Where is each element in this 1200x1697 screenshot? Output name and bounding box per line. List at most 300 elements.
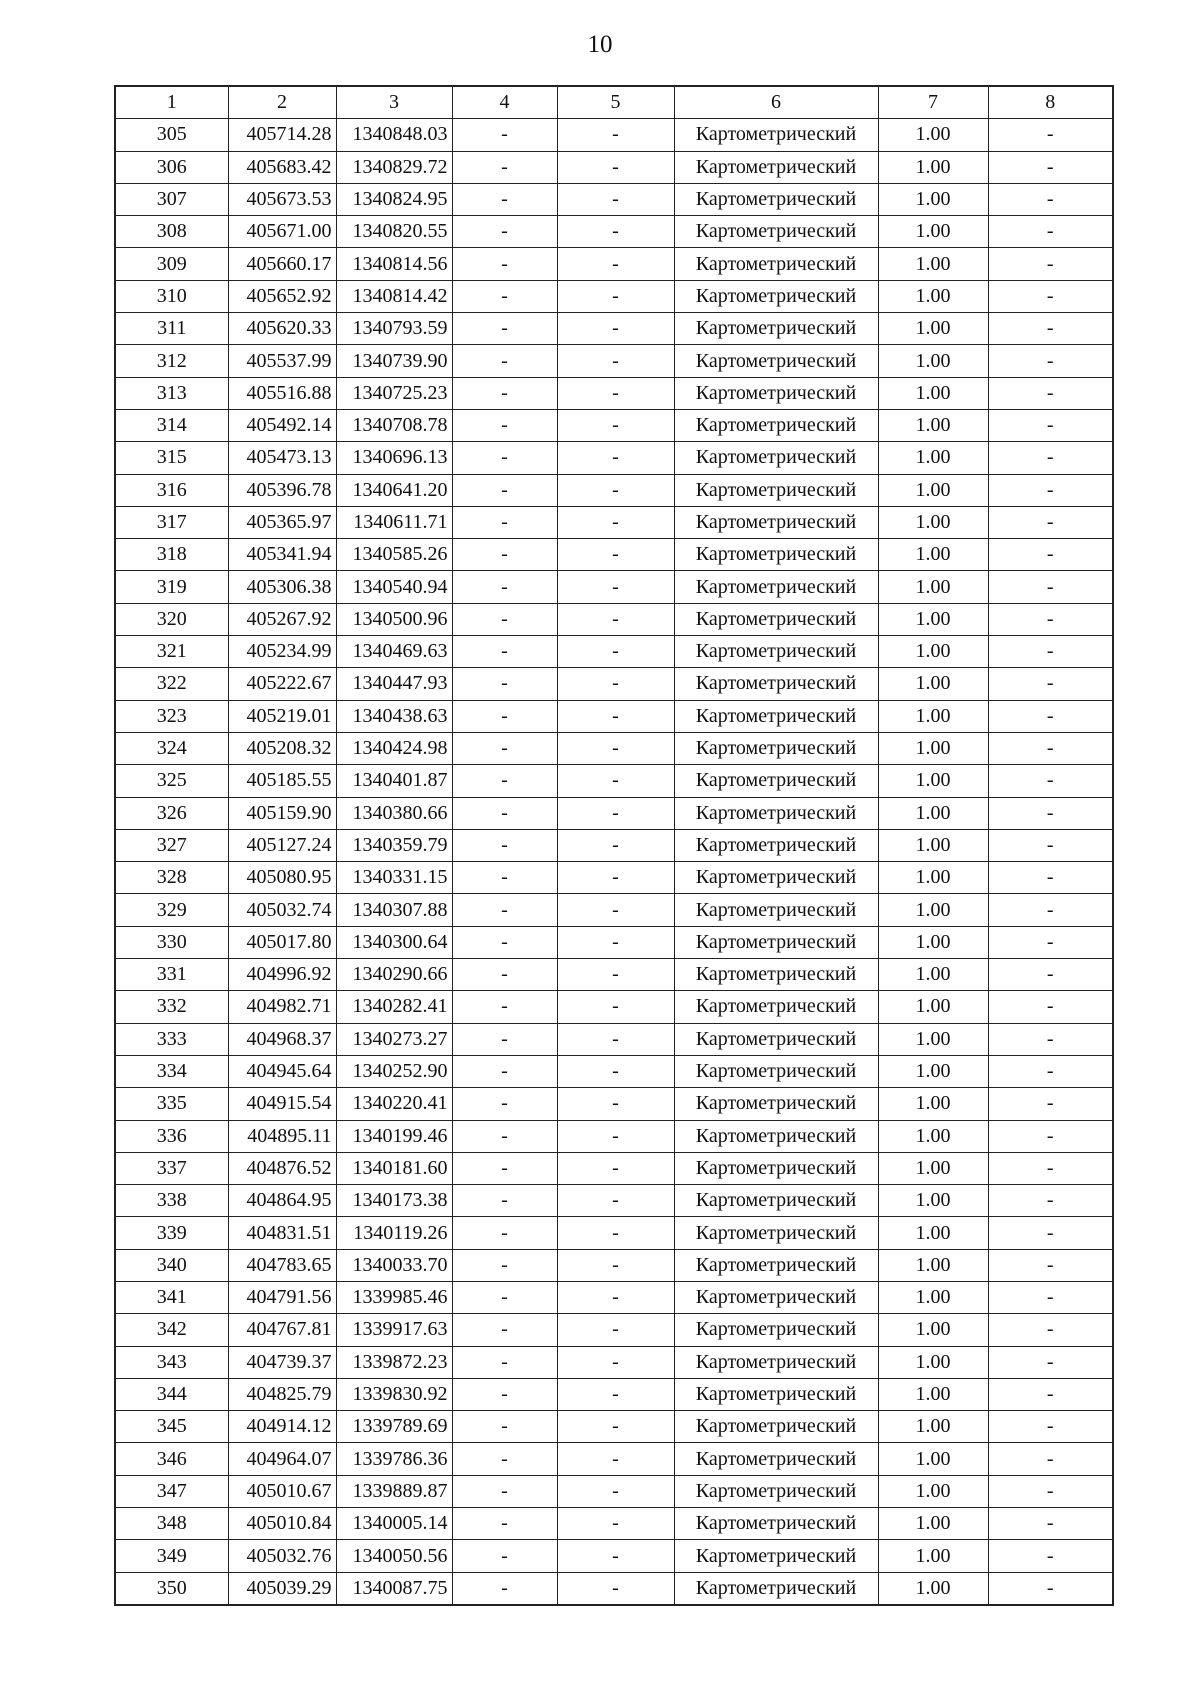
accuracy-cell: 1.00 [878, 862, 988, 894]
y-coordinate-cell: 1340708.78 [336, 409, 452, 441]
table-row [115, 216, 1113, 248]
table-row [115, 409, 1113, 441]
column-5-cell: - [557, 1120, 674, 1152]
column-8-cell: - [988, 571, 1113, 603]
column-5-cell: - [557, 765, 674, 797]
x-coordinate-cell: 405473.13 [228, 442, 336, 474]
table-row [115, 506, 1113, 538]
accuracy-cell: 1.00 [878, 345, 988, 377]
table-body [115, 119, 1113, 1605]
table-row [115, 1475, 1113, 1507]
column-5-cell: - [557, 1249, 674, 1281]
point-number-cell: 334 [115, 1055, 228, 1087]
table-row [115, 1023, 1113, 1055]
column-4-cell: - [452, 1443, 557, 1475]
accuracy-cell: 1.00 [878, 1281, 988, 1313]
column-8-cell: - [988, 926, 1113, 958]
point-number-cell: 337 [115, 1152, 228, 1184]
x-coordinate-cell: 405032.74 [228, 894, 336, 926]
point-number-cell: 322 [115, 668, 228, 700]
y-coordinate-cell: 1339789.69 [336, 1411, 452, 1443]
table-row [115, 862, 1113, 894]
table-row [115, 539, 1113, 571]
method-cell: Картометрический [674, 636, 878, 668]
accuracy-cell: 1.00 [878, 1185, 988, 1217]
column-5-cell: - [557, 1378, 674, 1410]
column-8-cell: - [988, 345, 1113, 377]
column-8-cell: - [988, 1540, 1113, 1572]
y-coordinate-cell: 1340119.26 [336, 1217, 452, 1249]
x-coordinate-cell: 405683.42 [228, 151, 336, 183]
column-4-cell: - [452, 1152, 557, 1184]
column-5-cell: - [557, 1443, 674, 1475]
column-8-cell: - [988, 732, 1113, 764]
column-4-cell: - [452, 1572, 557, 1605]
x-coordinate-cell: 405159.90 [228, 797, 336, 829]
column-5-cell: - [557, 248, 674, 280]
column-8-cell: - [988, 894, 1113, 926]
accuracy-cell: 1.00 [878, 1152, 988, 1184]
method-cell: Картометрический [674, 539, 878, 571]
method-cell: Картометрический [674, 1540, 878, 1572]
accuracy-cell: 1.00 [878, 1055, 988, 1087]
accuracy-cell: 1.00 [878, 474, 988, 506]
point-number-cell: 305 [115, 119, 228, 151]
y-coordinate-cell: 1340641.20 [336, 474, 452, 506]
method-cell: Картометрический [674, 313, 878, 345]
x-coordinate-cell: 405306.38 [228, 571, 336, 603]
accuracy-cell: 1.00 [878, 442, 988, 474]
accuracy-cell: 1.00 [878, 313, 988, 345]
point-number-cell: 339 [115, 1217, 228, 1249]
table-row [115, 345, 1113, 377]
column-5-cell: - [557, 1055, 674, 1087]
x-coordinate-cell: 405660.17 [228, 248, 336, 280]
column-5-cell: - [557, 409, 674, 441]
x-coordinate-cell: 404825.79 [228, 1378, 336, 1410]
column-4-cell: - [452, 1540, 557, 1572]
point-number-cell: 341 [115, 1281, 228, 1313]
point-number-cell: 320 [115, 603, 228, 635]
accuracy-cell: 1.00 [878, 1572, 988, 1605]
accuracy-cell: 1.00 [878, 1508, 988, 1540]
column-8-cell: - [988, 280, 1113, 312]
table-row [115, 668, 1113, 700]
table-row [115, 603, 1113, 635]
accuracy-cell: 1.00 [878, 183, 988, 215]
point-number-cell: 321 [115, 636, 228, 668]
method-cell: Картометрический [674, 280, 878, 312]
column-4-cell: - [452, 1249, 557, 1281]
column-8-cell: - [988, 765, 1113, 797]
x-coordinate-cell: 404964.07 [228, 1443, 336, 1475]
column-5-cell: - [557, 1346, 674, 1378]
accuracy-cell: 1.00 [878, 409, 988, 441]
column-8-cell: - [988, 1572, 1113, 1605]
column-4-cell: - [452, 313, 557, 345]
column-8-cell: - [988, 1249, 1113, 1281]
column-4-cell: - [452, 991, 557, 1023]
accuracy-cell: 1.00 [878, 765, 988, 797]
accuracy-cell: 1.00 [878, 603, 988, 635]
column-8-cell: - [988, 1378, 1113, 1410]
column-header: 7 [878, 86, 988, 119]
column-4-cell: - [452, 765, 557, 797]
column-4-cell: - [452, 1411, 557, 1443]
x-coordinate-cell: 405219.01 [228, 700, 336, 732]
point-number-cell: 326 [115, 797, 228, 829]
column-8-cell: - [988, 1185, 1113, 1217]
accuracy-cell: 1.00 [878, 829, 988, 861]
y-coordinate-cell: 1340469.63 [336, 636, 452, 668]
table-row [115, 571, 1113, 603]
column-4-cell: - [452, 829, 557, 861]
column-5-cell: - [557, 151, 674, 183]
x-coordinate-cell: 405222.67 [228, 668, 336, 700]
table-row [115, 1281, 1113, 1313]
column-4-cell: - [452, 474, 557, 506]
point-number-cell: 345 [115, 1411, 228, 1443]
column-4-cell: - [452, 894, 557, 926]
column-5-cell: - [557, 732, 674, 764]
table-row [115, 1346, 1113, 1378]
accuracy-cell: 1.00 [878, 377, 988, 409]
x-coordinate-cell: 404915.54 [228, 1088, 336, 1120]
column-4-cell: - [452, 1508, 557, 1540]
column-4-cell: - [452, 506, 557, 538]
y-coordinate-cell: 1340540.94 [336, 571, 452, 603]
x-coordinate-cell: 405185.55 [228, 765, 336, 797]
column-5-cell: - [557, 700, 674, 732]
method-cell: Картометрический [674, 1088, 878, 1120]
x-coordinate-cell: 405714.28 [228, 119, 336, 151]
point-number-cell: 314 [115, 409, 228, 441]
x-coordinate-cell: 405341.94 [228, 539, 336, 571]
x-coordinate-cell: 405492.14 [228, 409, 336, 441]
x-coordinate-cell: 405671.00 [228, 216, 336, 248]
column-4-cell: - [452, 1023, 557, 1055]
table-row [115, 313, 1113, 345]
method-cell: Картометрический [674, 1152, 878, 1184]
x-coordinate-cell: 404791.56 [228, 1281, 336, 1313]
table-row [115, 926, 1113, 958]
point-number-cell: 324 [115, 732, 228, 764]
y-coordinate-cell: 1340282.41 [336, 991, 452, 1023]
table-row [115, 797, 1113, 829]
column-4-cell: - [452, 1475, 557, 1507]
accuracy-cell: 1.00 [878, 1411, 988, 1443]
method-cell: Картометрический [674, 1346, 878, 1378]
column-5-cell: - [557, 1152, 674, 1184]
column-8-cell: - [988, 1508, 1113, 1540]
point-number-cell: 333 [115, 1023, 228, 1055]
column-header: 4 [452, 86, 557, 119]
y-coordinate-cell: 1340447.93 [336, 668, 452, 700]
table-row [115, 894, 1113, 926]
column-4-cell: - [452, 377, 557, 409]
column-5-cell: - [557, 1217, 674, 1249]
column-5-cell: - [557, 862, 674, 894]
y-coordinate-cell: 1340848.03 [336, 119, 452, 151]
y-coordinate-cell: 1340401.87 [336, 765, 452, 797]
method-cell: Картометрический [674, 765, 878, 797]
column-5-cell: - [557, 506, 674, 538]
x-coordinate-cell: 404831.51 [228, 1217, 336, 1249]
method-cell: Картометрический [674, 183, 878, 215]
x-coordinate-cell: 404739.37 [228, 1346, 336, 1378]
point-number-cell: 311 [115, 313, 228, 345]
column-5-cell: - [557, 926, 674, 958]
x-coordinate-cell: 405017.80 [228, 926, 336, 958]
method-cell: Картометрический [674, 668, 878, 700]
method-cell: Картометрический [674, 1508, 878, 1540]
column-5-cell: - [557, 991, 674, 1023]
table-row [115, 829, 1113, 861]
column-8-cell: - [988, 1088, 1113, 1120]
column-5-cell: - [557, 571, 674, 603]
y-coordinate-cell: 1340820.55 [336, 216, 452, 248]
y-coordinate-cell: 1339985.46 [336, 1281, 452, 1313]
column-8-cell: - [988, 119, 1113, 151]
y-coordinate-cell: 1340824.95 [336, 183, 452, 215]
method-cell: Картометрический [674, 248, 878, 280]
point-number-cell: 347 [115, 1475, 228, 1507]
column-8-cell: - [988, 474, 1113, 506]
method-cell: Картометрический [674, 732, 878, 764]
accuracy-cell: 1.00 [878, 797, 988, 829]
accuracy-cell: 1.00 [878, 1249, 988, 1281]
y-coordinate-cell: 1340696.13 [336, 442, 452, 474]
coordinates-table [114, 85, 1114, 1606]
accuracy-cell: 1.00 [878, 732, 988, 764]
point-number-cell: 325 [115, 765, 228, 797]
table-row [115, 1120, 1113, 1152]
y-coordinate-cell: 1340290.66 [336, 959, 452, 991]
column-8-cell: - [988, 1346, 1113, 1378]
column-4-cell: - [452, 926, 557, 958]
point-number-cell: 331 [115, 959, 228, 991]
x-coordinate-cell: 405652.92 [228, 280, 336, 312]
column-5-cell: - [557, 313, 674, 345]
column-4-cell: - [452, 1185, 557, 1217]
table-row [115, 248, 1113, 280]
column-8-cell: - [988, 409, 1113, 441]
column-4-cell: - [452, 280, 557, 312]
table-row [115, 700, 1113, 732]
column-8-cell: - [988, 959, 1113, 991]
x-coordinate-cell: 405267.92 [228, 603, 336, 635]
column-5-cell: - [557, 894, 674, 926]
x-coordinate-cell: 405234.99 [228, 636, 336, 668]
point-number-cell: 318 [115, 539, 228, 571]
column-4-cell: - [452, 668, 557, 700]
accuracy-cell: 1.00 [878, 1314, 988, 1346]
y-coordinate-cell: 1340585.26 [336, 539, 452, 571]
y-coordinate-cell: 1340725.23 [336, 377, 452, 409]
table-row [115, 765, 1113, 797]
point-number-cell: 317 [115, 506, 228, 538]
column-4-cell: - [452, 151, 557, 183]
y-coordinate-cell: 1339830.92 [336, 1378, 452, 1410]
column-4-cell: - [452, 1088, 557, 1120]
x-coordinate-cell: 405673.53 [228, 183, 336, 215]
accuracy-cell: 1.00 [878, 571, 988, 603]
column-8-cell: - [988, 377, 1113, 409]
accuracy-cell: 1.00 [878, 991, 988, 1023]
x-coordinate-cell: 405080.95 [228, 862, 336, 894]
x-coordinate-cell: 405039.29 [228, 1572, 336, 1605]
table-row [115, 1314, 1113, 1346]
x-coordinate-cell: 405032.76 [228, 1540, 336, 1572]
accuracy-cell: 1.00 [878, 1023, 988, 1055]
column-header: 6 [674, 86, 878, 119]
method-cell: Картометрический [674, 1217, 878, 1249]
column-8-cell: - [988, 1055, 1113, 1087]
table-row [115, 1378, 1113, 1410]
column-5-cell: - [557, 119, 674, 151]
x-coordinate-cell: 404982.71 [228, 991, 336, 1023]
table-row [115, 1217, 1113, 1249]
method-cell: Картометрический [674, 1378, 878, 1410]
point-number-cell: 342 [115, 1314, 228, 1346]
column-4-cell: - [452, 571, 557, 603]
point-number-cell: 310 [115, 280, 228, 312]
point-number-cell: 312 [115, 345, 228, 377]
point-number-cell: 349 [115, 1540, 228, 1572]
accuracy-cell: 1.00 [878, 216, 988, 248]
table-row [115, 1055, 1113, 1087]
method-cell: Картометрический [674, 1185, 878, 1217]
method-cell: Картометрический [674, 1249, 878, 1281]
column-5-cell: - [557, 345, 674, 377]
y-coordinate-cell: 1340050.56 [336, 1540, 452, 1572]
method-cell: Картометрический [674, 409, 878, 441]
x-coordinate-cell: 404914.12 [228, 1411, 336, 1443]
x-coordinate-cell: 405365.97 [228, 506, 336, 538]
x-coordinate-cell: 405620.33 [228, 313, 336, 345]
point-number-cell: 323 [115, 700, 228, 732]
table-row [115, 474, 1113, 506]
method-cell: Картометрический [674, 345, 878, 377]
point-number-cell: 350 [115, 1572, 228, 1605]
point-number-cell: 308 [115, 216, 228, 248]
accuracy-cell: 1.00 [878, 959, 988, 991]
table-row [115, 1249, 1113, 1281]
column-4-cell: - [452, 797, 557, 829]
column-8-cell: - [988, 216, 1113, 248]
x-coordinate-cell: 404945.64 [228, 1055, 336, 1087]
column-5-cell: - [557, 1572, 674, 1605]
column-8-cell: - [988, 248, 1113, 280]
method-cell: Картометрический [674, 442, 878, 474]
point-number-cell: 307 [115, 183, 228, 215]
column-4-cell: - [452, 603, 557, 635]
column-5-cell: - [557, 1023, 674, 1055]
column-5-cell: - [557, 1314, 674, 1346]
method-cell: Картометрический [674, 829, 878, 861]
method-cell: Картометрический [674, 1443, 878, 1475]
column-8-cell: - [988, 668, 1113, 700]
table-row [115, 280, 1113, 312]
column-8-cell: - [988, 1475, 1113, 1507]
y-coordinate-cell: 1340814.42 [336, 280, 452, 312]
accuracy-cell: 1.00 [878, 1475, 988, 1507]
column-8-cell: - [988, 829, 1113, 861]
column-5-cell: - [557, 636, 674, 668]
column-5-cell: - [557, 1185, 674, 1217]
point-number-cell: 306 [115, 151, 228, 183]
column-8-cell: - [988, 442, 1113, 474]
y-coordinate-cell: 1340273.27 [336, 1023, 452, 1055]
table-row [115, 732, 1113, 764]
table-row [115, 1540, 1113, 1572]
point-number-cell: 344 [115, 1378, 228, 1410]
column-5-cell: - [557, 216, 674, 248]
y-coordinate-cell: 1340611.71 [336, 506, 452, 538]
method-cell: Картометрический [674, 991, 878, 1023]
method-cell: Картометрический [674, 797, 878, 829]
column-5-cell: - [557, 668, 674, 700]
column-4-cell: - [452, 539, 557, 571]
x-coordinate-cell: 404783.65 [228, 1249, 336, 1281]
y-coordinate-cell: 1340033.70 [336, 1249, 452, 1281]
column-5-cell: - [557, 539, 674, 571]
table-row [115, 119, 1113, 151]
point-number-cell: 327 [115, 829, 228, 861]
x-coordinate-cell: 405127.24 [228, 829, 336, 861]
point-number-cell: 315 [115, 442, 228, 474]
y-coordinate-cell: 1340220.41 [336, 1088, 452, 1120]
accuracy-cell: 1.00 [878, 1346, 988, 1378]
column-5-cell: - [557, 442, 674, 474]
column-8-cell: - [988, 991, 1113, 1023]
method-cell: Картометрический [674, 603, 878, 635]
column-8-cell: - [988, 603, 1113, 635]
method-cell: Картометрический [674, 700, 878, 732]
column-5-cell: - [557, 1475, 674, 1507]
column-8-cell: - [988, 151, 1113, 183]
x-coordinate-cell: 404968.37 [228, 1023, 336, 1055]
column-8-cell: - [988, 1217, 1113, 1249]
y-coordinate-cell: 1340438.63 [336, 700, 452, 732]
point-number-cell: 343 [115, 1346, 228, 1378]
point-number-cell: 332 [115, 991, 228, 1023]
accuracy-cell: 1.00 [878, 1088, 988, 1120]
column-5-cell: - [557, 1411, 674, 1443]
point-number-cell: 338 [115, 1185, 228, 1217]
y-coordinate-cell: 1340814.56 [336, 248, 452, 280]
column-4-cell: - [452, 216, 557, 248]
column-4-cell: - [452, 1055, 557, 1087]
column-8-cell: - [988, 1411, 1113, 1443]
accuracy-cell: 1.00 [878, 506, 988, 538]
column-4-cell: - [452, 959, 557, 991]
x-coordinate-cell: 405396.78 [228, 474, 336, 506]
column-4-cell: - [452, 1281, 557, 1313]
y-coordinate-cell: 1340793.59 [336, 313, 452, 345]
column-5-cell: - [557, 280, 674, 312]
point-number-cell: 336 [115, 1120, 228, 1152]
accuracy-cell: 1.00 [878, 926, 988, 958]
column-5-cell: - [557, 1088, 674, 1120]
method-cell: Картометрический [674, 151, 878, 183]
point-number-cell: 329 [115, 894, 228, 926]
table-row [115, 151, 1113, 183]
column-4-cell: - [452, 862, 557, 894]
y-coordinate-cell: 1340252.90 [336, 1055, 452, 1087]
y-coordinate-cell: 1340087.75 [336, 1572, 452, 1605]
accuracy-cell: 1.00 [878, 894, 988, 926]
